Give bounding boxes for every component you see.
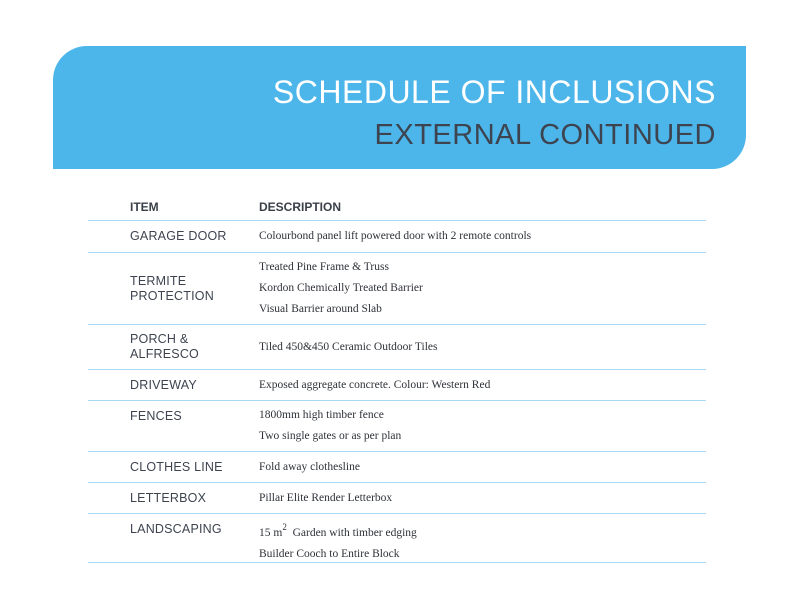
item-label: PORCH & [130,332,189,346]
item-label: TERMITE [130,273,187,288]
description-cell [259,375,706,396]
description-cell [259,518,706,565]
item-label: LANDSCAPING [130,522,222,536]
area-superscript: 2 [282,522,287,532]
item-cell [88,491,259,506]
item-label: LETTERBOX [130,490,207,505]
table-row [88,253,706,325]
description-line: Two single gates or as per plan [259,430,402,442]
item-cell [88,405,259,424]
item-cell [88,518,259,537]
item-label: ALFRESCO [130,347,199,361]
description-line: Builder Cooch to Entire Block [259,547,400,560]
item-label: FENCES [130,409,182,423]
table-header [88,194,706,221]
description-cell [259,257,706,320]
description-cell [259,488,706,509]
description-line: Kordon Chemically Treated Barrier [259,282,423,294]
header-item: ITEM [130,200,159,214]
description-line: Tiled 450&450 Ceramic Outdoor Tiles [259,340,438,353]
area-value: 15 m [259,526,283,539]
description-line: Treated Pine Frame & Truss [259,261,389,273]
item-label: PROTECTION [130,288,214,303]
table-row [88,452,706,483]
description-line: Fold away clothesline [259,460,360,473]
area-description: Garden with timber edging [286,526,417,539]
page-title: SCHEDULE OF INCLUSIONS [272,74,716,110]
description-line: Colourbond panel lift powered door with 2 remote controls [259,230,532,242]
item-label: GARAGE DOOR [130,229,227,243]
inclusions-table [88,194,706,563]
description-cell [259,457,706,478]
description-cell [259,405,706,447]
description-line: Exposed aggregate concrete. Colour: Western Red [259,378,491,391]
page-subtitle: EXTERNAL CONTINUED [374,119,716,151]
description-cell [259,337,706,358]
item-cell [88,274,259,304]
item-cell [88,460,259,475]
description-line: Visual Barrier around Slab [259,303,382,315]
description-line [259,518,706,544]
item-label: CLOTHES LINE [130,459,223,474]
table-row [88,325,706,370]
table-row [88,401,706,452]
item-cell [88,332,259,362]
header-description: DESCRIPTION [259,200,342,214]
item-cell [88,229,259,244]
description-line: Pillar Elite Render Letterbox [259,491,393,504]
table-row [88,221,706,253]
item-cell [88,378,259,393]
item-label: DRIVEWAY [130,377,197,392]
table-row [88,370,706,401]
header-banner [53,46,746,169]
description-cell [259,226,706,247]
table-row [88,483,706,514]
description-line: 1800mm high timber fence [259,409,384,421]
table-row [88,514,706,563]
